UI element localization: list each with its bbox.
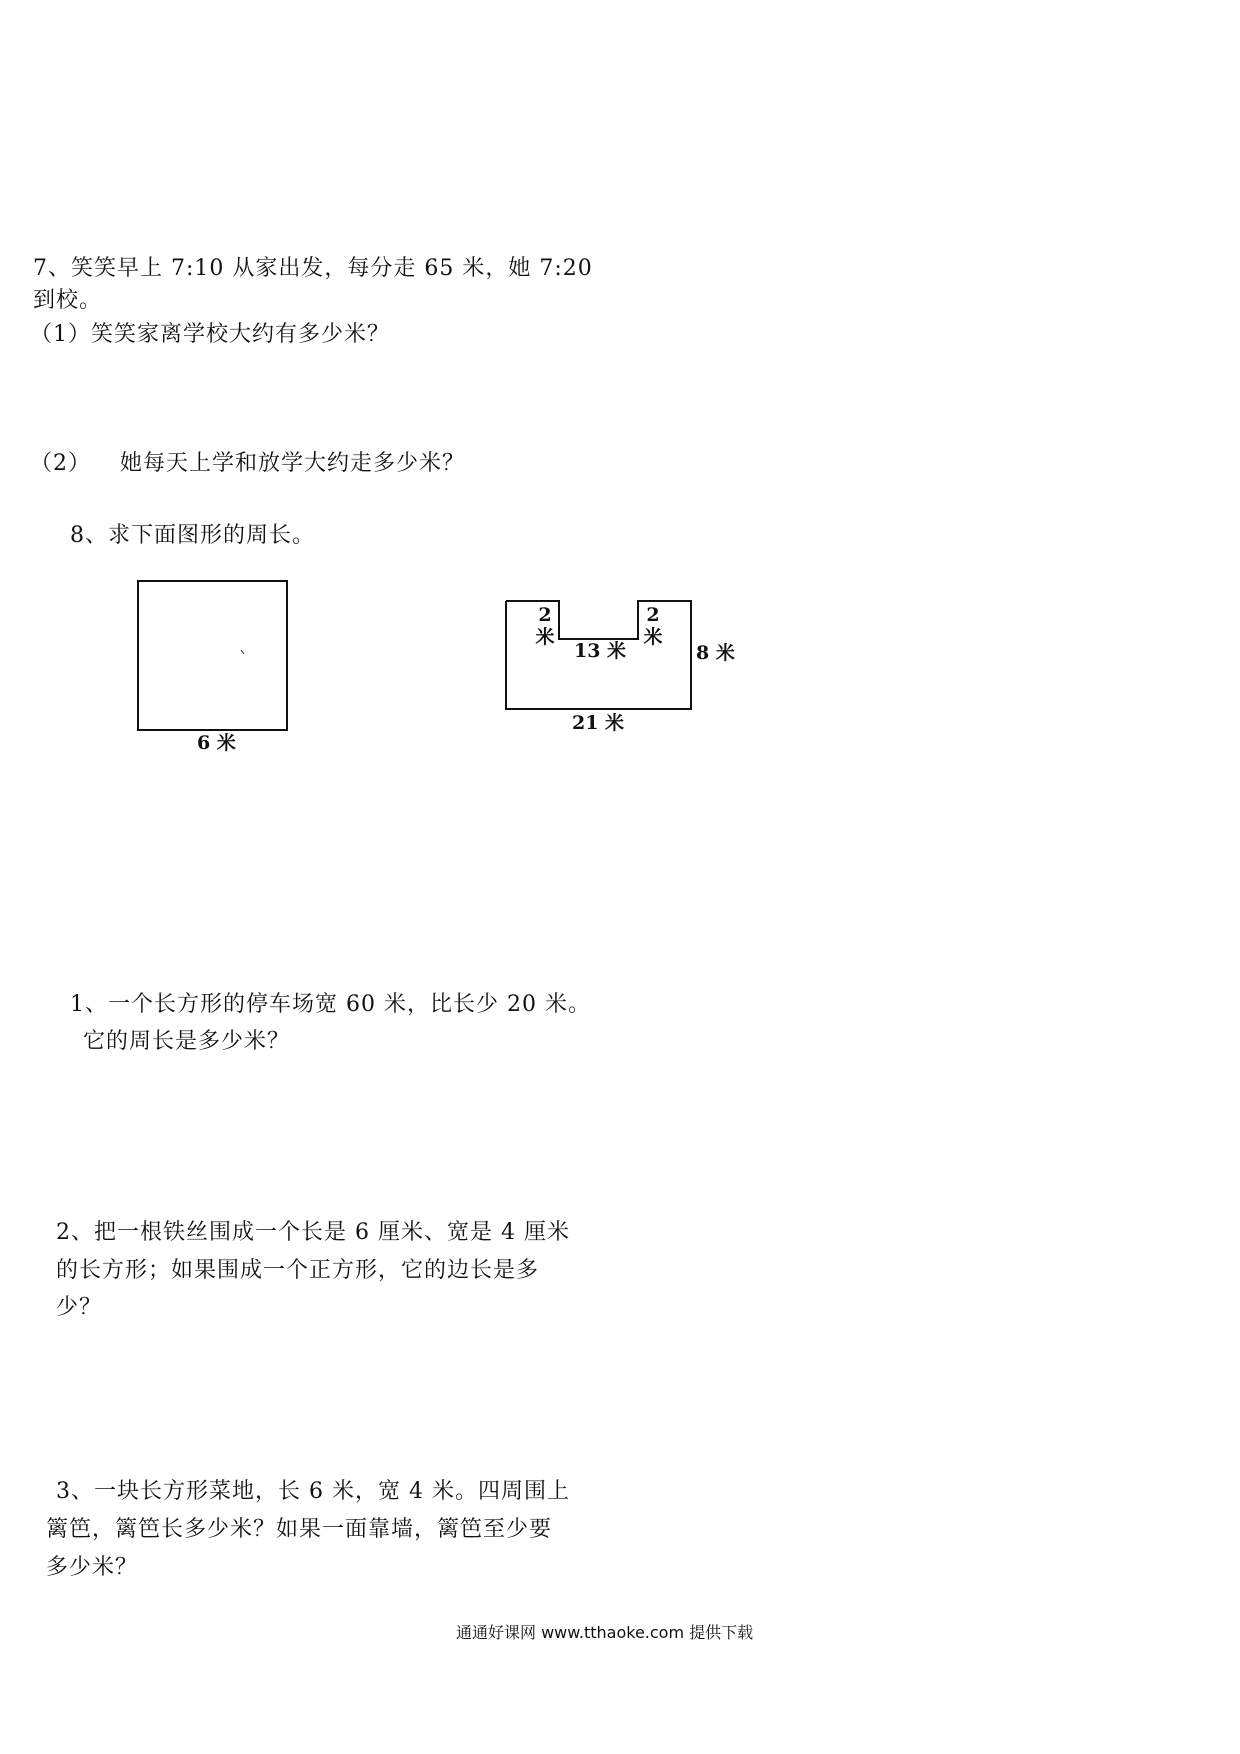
- p3-line3: 多少米？: [46, 1555, 139, 1580]
- u-left-notch-label: [532, 604, 558, 648]
- u-left-notch-unit: 米: [535, 626, 555, 648]
- p2-line3: 少？: [56, 1295, 103, 1320]
- u-middle-label: 13 米: [574, 640, 627, 662]
- q7-line1: 7、笑笑早上 7:10 从家出发，每分走 65 米，她 7:20: [33, 256, 593, 281]
- p3-line1: 3、一块长方形菜地，长 6 米，宽 4 米。四周围上: [56, 1479, 570, 1504]
- u-height-label: 8 米: [696, 642, 735, 664]
- q7-part2-text: 她每天上学和放学大约走多少米？: [120, 451, 466, 476]
- u-right-notch-label: [640, 604, 666, 648]
- q8-title: 8、求下面图形的周长。: [70, 523, 315, 548]
- p2-line2: 的长方形；如果围成一个正方形，它的边长是多: [56, 1258, 540, 1283]
- u-left-notch-num: 2: [538, 604, 552, 626]
- p3-line2: 篱笆，篱笆长多少米？如果一面靠墙，篱笆至少要: [46, 1517, 553, 1542]
- q7-part2-label: （2）: [30, 451, 91, 476]
- q7-part1: （1）笑笑家离学校大约有多少米？: [30, 322, 390, 347]
- p1-line2: 它的周长是多少米？: [83, 1029, 291, 1054]
- u-bottom-label: 21 米: [572, 712, 625, 734]
- footer-source: 通通好课网 www.tthaoke.com 提供下载: [456, 1623, 754, 1642]
- p1-line1: 1、一个长方形的停车场宽 60 米，比长少 20 米。: [70, 992, 591, 1017]
- p2-line1: 2、把一根铁丝围成一个长是 6 厘米、宽是 4 厘米: [56, 1220, 570, 1245]
- u-right-notch-unit: 米: [643, 626, 663, 648]
- q7-line2: 到校。: [33, 288, 103, 313]
- square-side-label: 6 米: [197, 732, 236, 754]
- u-right-notch-num: 2: [646, 604, 660, 626]
